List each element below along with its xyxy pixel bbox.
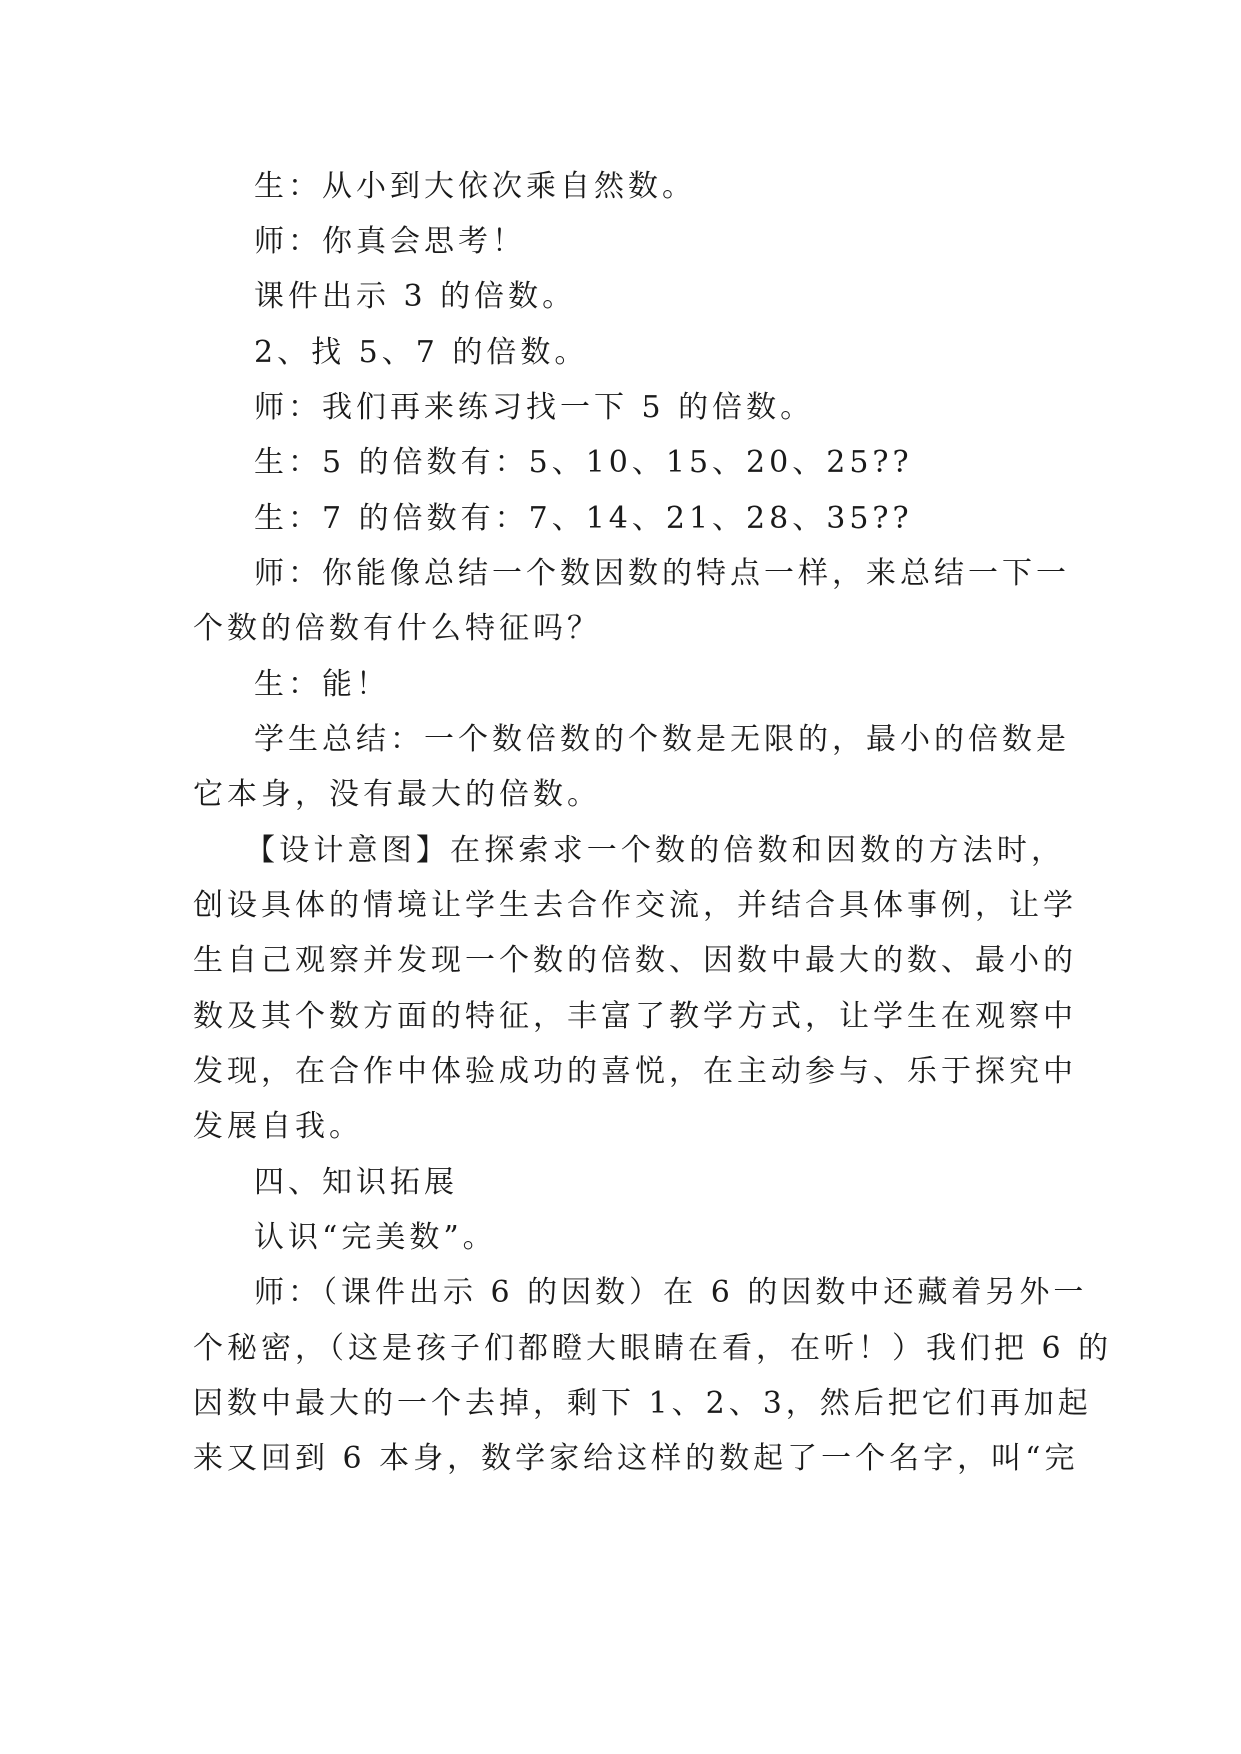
paragraph-line: 师：你真会思考！ [254, 224, 526, 259]
paragraph-line: 生：从小到大依次乘自然数。 [254, 169, 696, 204]
paragraph-line: 生自己观察并发现一个数的倍数、因数中最大的数、最小的 [193, 943, 1077, 978]
paragraph-line: 生：7 的倍数有：7、14、21、28、35?? [254, 501, 913, 536]
paragraph-line: 发现，在合作中体验成功的喜悦，在主动参与、乐于探究中 [193, 1054, 1077, 1089]
paragraph-line: 发展自我。 [193, 1109, 363, 1144]
paragraph-line: 个秘密，（这是孩子们都瞪大眼睛在看，在听！）我们把 6 的 [193, 1331, 1113, 1366]
paragraph-line: 课件出示 3 的倍数。 [254, 279, 577, 314]
paragraph-line: 创设具体的情境让学生去合作交流，并结合具体事例，让学 [193, 888, 1077, 923]
paragraph-line: 数及其个数方面的特征，丰富了教学方式，让学生在观察中 [193, 999, 1077, 1034]
paragraph-line: 师：你能像总结一个数因数的特点一样，来总结一下一 [254, 556, 1070, 591]
paragraph-line: 因数中最大的一个去掉，剩下 1、2、3，然后把它们再加起 [193, 1386, 1092, 1421]
paragraph-line: 认识“完美数”。 [254, 1220, 497, 1255]
paragraph-line: 师：我们再来练习找一下 5 的倍数。 [254, 390, 815, 425]
paragraph-line: 师：（课件出示 6 的因数）在 6 的因数中还藏着另外一 [254, 1275, 1088, 1310]
paragraph-line: 2、找 5、7 的倍数。 [254, 335, 589, 370]
paragraph-line: 【设计意图】在探索求一个数的倍数和因数的方法时， [245, 833, 1065, 868]
paragraph-line: 来又回到 6 本身，数学家给这样的数起了一个名字，叫“完 [193, 1441, 1079, 1476]
paragraph-line: 学生总结：一个数倍数的个数是无限的，最小的倍数是 [254, 722, 1070, 757]
paragraph-line: 它本身，没有最大的倍数。 [193, 777, 601, 812]
paragraph-line: 生：能！ [254, 667, 390, 702]
paragraph-line: 个数的倍数有什么特征吗？ [193, 611, 601, 646]
section-heading: 四、知识拓展 [254, 1165, 458, 1200]
paragraph-line: 生：5 的倍数有：5、10、15、20、25?? [254, 445, 913, 480]
